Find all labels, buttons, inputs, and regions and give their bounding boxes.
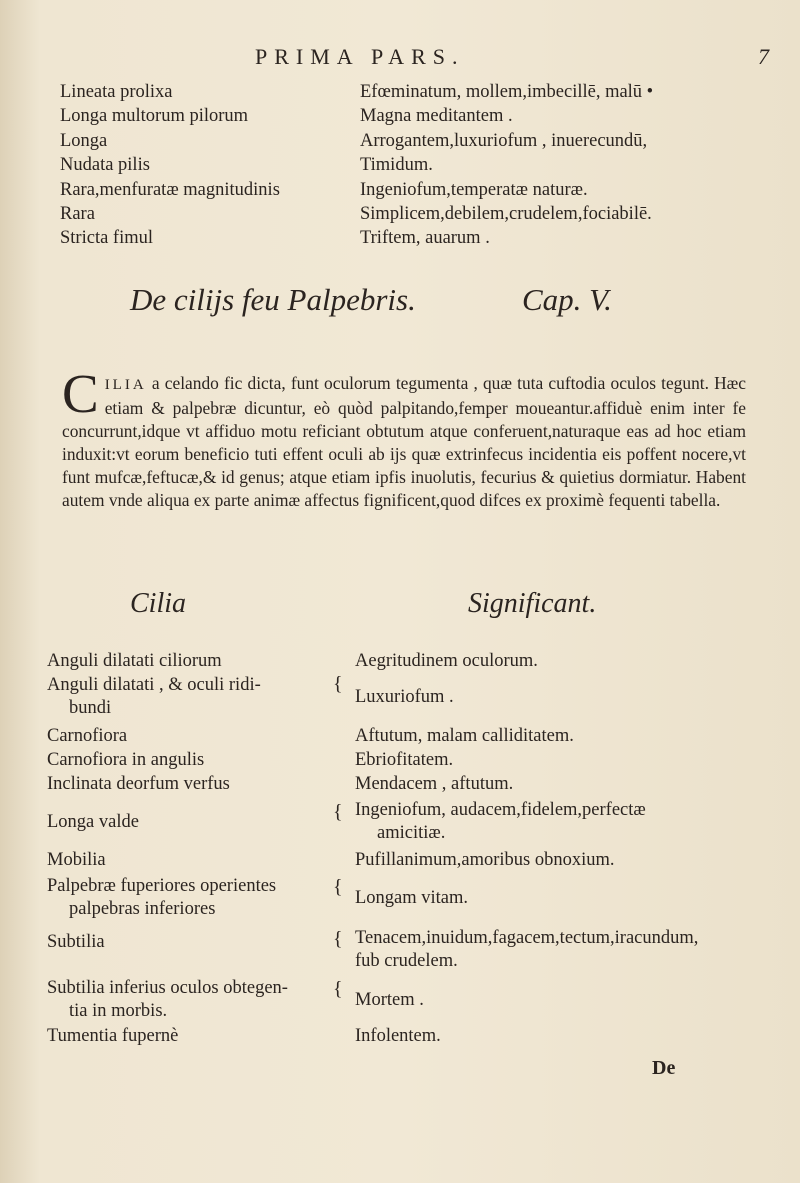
eyelash-length-table — [0, 80, 800, 251]
table-row — [0, 725, 800, 749]
curly-brace-icon: { — [333, 928, 343, 950]
trait-cell — [47, 849, 337, 872]
table-row — [0, 129, 800, 153]
trait-line: tia in morbis. — [69, 1001, 168, 1021]
curly-brace-icon: { — [333, 801, 343, 823]
trait-line: bundi — [69, 698, 112, 718]
table-row — [0, 80, 800, 104]
meaning-cell — [355, 1025, 750, 1048]
trait-line: Subtilia — [47, 932, 105, 952]
trait-cell: Rara,menfuratæ magnitudinis — [60, 179, 280, 200]
chapter-title: De cilijs feu Palpebris. — [130, 282, 416, 317]
meaning-cell — [355, 650, 750, 673]
table-row — [0, 202, 800, 226]
meaning-line: Aegritudinem oculorum. — [355, 651, 538, 671]
meaning-cell: Efœminatum, mollem,imbecillē, malū • — [360, 82, 654, 102]
table-column-headings — [0, 588, 800, 628]
meaning-cell: Arrogantem,luxuriofum , inuerecundū, — [360, 130, 648, 151]
trait-line: Mobilia — [47, 850, 106, 870]
trait-cell — [47, 749, 337, 772]
table-row — [0, 799, 800, 849]
meaning-cell — [355, 799, 750, 845]
meaning-cell: Timidum. — [360, 155, 433, 176]
trait-cell: Longa multorum pilorum — [60, 106, 249, 127]
meaning-cell — [355, 686, 750, 709]
trait-cell — [47, 977, 337, 1023]
trait-line: Anguli dilatati , & oculi ridi- — [47, 675, 261, 695]
body-paragraph — [62, 363, 746, 512]
meaning-cell: Triftem, auarum . — [360, 228, 490, 249]
trait-cell: Stricta fimul — [60, 228, 153, 249]
table-row — [0, 178, 800, 202]
meaning-line: Longam vitam. — [355, 888, 469, 908]
table-row — [0, 849, 800, 875]
trait-cell — [47, 875, 337, 921]
trait-cell — [47, 931, 337, 954]
table-row — [0, 104, 800, 128]
trait-cell — [47, 1025, 337, 1048]
table-row — [0, 226, 800, 250]
curly-brace-icon: { — [333, 978, 343, 1000]
trait-line: Longa valde — [47, 812, 139, 832]
meaning-cell — [355, 989, 750, 1012]
page-header — [0, 44, 800, 74]
trait-line: Tumentia fupernè — [47, 1026, 179, 1046]
meaning-line: Luxuriofum . — [355, 687, 454, 707]
trait-line: Carnofiora — [47, 726, 128, 746]
trait-cell: Rara — [60, 203, 95, 224]
meaning-line: amicitiæ. — [377, 823, 446, 843]
trait-cell: Lineata prolixa — [60, 82, 173, 102]
meaning-cell — [355, 849, 750, 872]
trait-line: Subtilia inferius oculos obtegen- — [47, 978, 288, 998]
trait-line: Inclinata deorfum verfus — [47, 774, 230, 794]
trait-cell — [47, 725, 337, 748]
curly-brace-icon: { — [333, 673, 343, 695]
column-heading-significant: Significant. — [468, 588, 597, 619]
page-number: 7 — [758, 44, 769, 69]
meaning-line: Mortem . — [355, 990, 424, 1010]
meaning-line: Tenacem,inuidum,fagacem,tectum,iracundum, fub crudelem. — [355, 928, 699, 971]
meaning-line: Ingeniofum, audacem,fidelem,perfectæ — [355, 800, 646, 820]
catchword: De — [652, 1057, 676, 1079]
trait-line: Carnofiora in angulis — [47, 750, 205, 770]
table-row — [0, 749, 800, 773]
trait-cell — [47, 811, 337, 834]
meaning-cell: Ingeniofum,temperatæ naturæ. — [360, 179, 588, 200]
curly-brace-icon: { — [333, 876, 343, 898]
table-row — [0, 927, 800, 977]
table-row — [0, 977, 800, 1025]
meaning-cell: Simplicem,debilem,crudelem,fociabilē. — [360, 203, 652, 224]
meaning-cell — [355, 773, 750, 796]
meaning-line: Aftutum, malam calliditatem. — [355, 726, 574, 746]
column-heading-cilia: Cilia — [130, 588, 187, 619]
trait-cell: Longa — [60, 130, 108, 151]
lead-word: ILIA — [104, 377, 147, 394]
table-row — [0, 674, 800, 725]
trait-line: Anguli dilatati ciliorum — [47, 651, 222, 671]
cilia-meaning-table — [0, 650, 800, 1051]
drop-cap: C — [62, 363, 99, 425]
paragraph-text: a celando fic dicta, funt oculorum tegumenta , quæ tuta cuftodia oculos tegunt. Hæc etiam & palpebræ dicuntur, eò quòd palpitando,femper moueantur.affiduè enim inter fe concurrunt,idque vt affiduo motu reficiant obtutum atque conferuent,naturaque eas ad hoc etiam induxit:vt eorum beneficio tuti effent oculi ab ijs quæ extrinfecus incidentia eis poffent nocere,vt funt mufcæ,feftucæ,& id genus; atque etiam ipfis inuolutis, fecurius & quietius dormiatur. Habent autem vnde aliqua ex parte animæ affectus fignificent,quod difces ex proximè fequenti tabella. — [62, 373, 746, 511]
meaning-line: Mendacem , aftutum. — [355, 774, 514, 794]
trait-cell: Nudata pilis — [60, 155, 150, 176]
meaning-cell — [355, 725, 750, 748]
trait-cell — [47, 674, 337, 720]
chapter-heading — [0, 282, 800, 326]
meaning-line: Pufillanimum,amoribus obnoxium. — [355, 850, 615, 870]
table-row — [0, 153, 800, 177]
meaning-cell — [355, 887, 750, 910]
chapter-number: Cap. V. — [522, 282, 612, 317]
table-row — [0, 875, 800, 927]
running-title: PRIMA PARS. — [255, 44, 465, 69]
trait-line: palpebras inferiores — [69, 899, 216, 919]
table-row — [0, 1025, 800, 1051]
trait-line: Palpebræ fuperiores operientes — [47, 876, 277, 896]
meaning-line: Ebriofitatem. — [355, 750, 454, 770]
table-row — [0, 773, 800, 799]
trait-cell — [47, 650, 337, 673]
meaning-line: Infolentem. — [355, 1026, 441, 1046]
meaning-cell — [355, 749, 750, 772]
table-row — [0, 650, 800, 674]
trait-cell — [47, 773, 337, 796]
meaning-cell — [355, 927, 705, 973]
meaning-cell: Magna meditantem . — [360, 106, 513, 127]
